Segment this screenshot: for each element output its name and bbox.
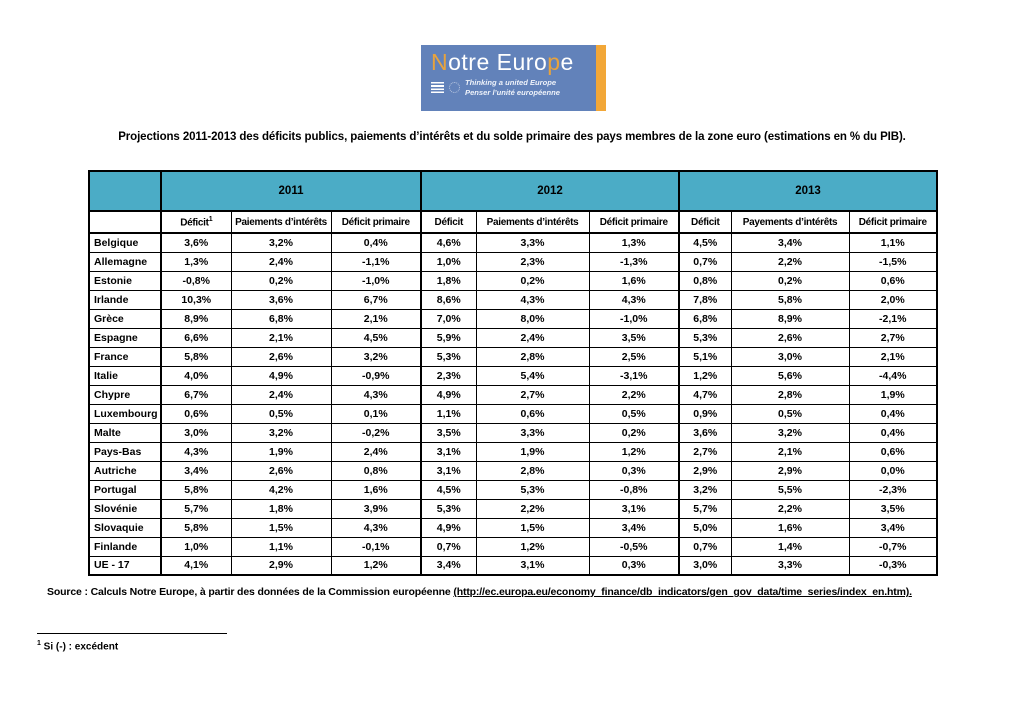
country-cell: Chypre [89,385,161,404]
value-cell: 2,5% [589,347,679,366]
value-cell: 3,2% [331,347,421,366]
value-cell: 3,0% [679,556,731,575]
value-cell: 3,6% [679,423,731,442]
value-cell: 1,6% [331,480,421,499]
col-header-label: Déficit [180,217,209,229]
value-cell: 6,6% [161,328,231,347]
value-cell: 2,3% [476,252,589,271]
value-cell: 5,6% [731,366,849,385]
document-title: Projections 2011-2013 des déficits publics, paiements d’intérêts et du solde primaire des pays membres de la zone euro (estimations en % du PIB). [118,131,906,143]
country-cell: Autriche [89,461,161,480]
value-cell: 4,6% [421,233,476,252]
value-cell: 4,5% [679,233,731,252]
value-cell: 4,3% [331,518,421,537]
value-cell: 3,6% [161,233,231,252]
value-cell: 3,2% [231,233,331,252]
value-cell: 5,0% [679,518,731,537]
value-cell: 5,7% [679,499,731,518]
value-cell: 0,4% [331,233,421,252]
value-cell: 6,8% [231,309,331,328]
value-cell: 8,6% [421,290,476,309]
value-cell: 3,2% [731,423,849,442]
value-cell: 2,4% [231,385,331,404]
source-text: Source : Calculs Notre Europe, à partir des données de la Commission européenne [47,586,454,598]
country-cell: Portugal [89,480,161,499]
value-cell: 1,5% [231,518,331,537]
value-cell: 2,6% [731,328,849,347]
notre-europe-logo [421,45,606,111]
country-cell: Slovaquie [89,518,161,537]
value-cell: -3,1% [589,366,679,385]
value-cell: 0,6% [161,404,231,423]
value-cell: -1,5% [849,252,937,271]
value-cell: 3,1% [589,499,679,518]
value-cell: 0,7% [679,537,731,556]
value-cell: 3,0% [161,423,231,442]
table-row [89,480,937,499]
table-row [89,290,937,309]
value-cell: 3,4% [849,518,937,537]
value-cell: 1,0% [421,252,476,271]
value-cell: 0,3% [589,556,679,575]
footnote-divider [37,633,227,634]
col-header-deficit-2013: Déficit [679,211,731,233]
value-cell: 0,5% [731,404,849,423]
table-row [89,442,937,461]
table-row [89,347,937,366]
table-row [89,252,937,271]
col-header-deficit-2011 [161,211,231,233]
table-row [89,556,937,575]
table-row [89,461,937,480]
value-cell: 1,2% [476,537,589,556]
value-cell: 5,1% [679,347,731,366]
footnote [37,640,118,652]
country-cell: UE - 17 [89,556,161,575]
value-cell: 3,4% [421,556,476,575]
value-cell: 5,3% [476,480,589,499]
value-cell: 2,9% [679,461,731,480]
logo-brand-text [431,50,592,75]
value-cell: 7,0% [421,309,476,328]
value-cell: -0,8% [589,480,679,499]
value-cell: 5,4% [476,366,589,385]
logo-tagline [465,78,560,97]
footnote-reference: 1 [208,215,213,223]
value-cell: 3,3% [476,233,589,252]
value-cell: 1,8% [231,499,331,518]
value-cell: 1,4% [731,537,849,556]
value-cell: 2,4% [331,442,421,461]
value-cell: 3,9% [331,499,421,518]
value-cell: 1,9% [231,442,331,461]
value-cell: 2,6% [231,461,331,480]
value-cell: 1,3% [589,233,679,252]
year-header-2012: 2012 [421,171,679,211]
table-body [89,233,937,575]
value-cell: -0,9% [331,366,421,385]
value-cell: 2,1% [331,309,421,328]
value-cell: 5,8% [731,290,849,309]
value-cell: -4,4% [849,366,937,385]
value-cell: 5,8% [161,518,231,537]
value-cell: 0,7% [679,252,731,271]
value-cell: 4,1% [161,556,231,575]
value-cell: 2,2% [731,499,849,518]
value-cell: 5,8% [161,347,231,366]
value-cell: 2,1% [731,442,849,461]
value-cell: 5,5% [731,480,849,499]
table-row [89,404,937,423]
value-cell: 6,7% [331,290,421,309]
col-header-interets-2013: Payements d’intérêts [731,211,849,233]
value-cell: 2,8% [476,461,589,480]
value-cell: 4,2% [231,480,331,499]
tagline-english: Thinking a united Europe [465,78,557,88]
projections-table [88,170,938,576]
value-cell: -1,3% [589,252,679,271]
value-cell: 6,7% [161,385,231,404]
col-header-deficit-2012: Déficit [421,211,476,233]
value-cell: 5,3% [421,499,476,518]
value-cell: 3,1% [421,461,476,480]
value-cell: 7,8% [679,290,731,309]
year-header-2013: 2013 [679,171,937,211]
table-row [89,423,937,442]
table-row [89,328,937,347]
col-header-primaire-2013: Déficit primaire [849,211,937,233]
value-cell: 0,3% [589,461,679,480]
country-cell: Espagne [89,328,161,347]
value-cell: 0,7% [421,537,476,556]
value-cell: 1,1% [849,233,937,252]
value-cell: 0,6% [849,271,937,290]
value-cell: -1,0% [331,271,421,290]
value-cell: 3,1% [476,556,589,575]
value-cell: 3,2% [231,423,331,442]
value-cell: 4,5% [331,328,421,347]
value-cell: 2,4% [231,252,331,271]
country-cell: France [89,347,161,366]
col-header-interets-2011: Paiements d’intérêts [231,211,331,233]
value-cell: 0,2% [731,271,849,290]
value-cell: 2,7% [476,385,589,404]
value-cell: 3,6% [231,290,331,309]
table-row [89,309,937,328]
value-cell: 2,2% [731,252,849,271]
value-cell: 1,9% [476,442,589,461]
logo-text-mid: otre Euro [448,49,548,75]
value-cell: 5,3% [421,347,476,366]
value-cell: 2,8% [731,385,849,404]
value-cell: 1,8% [421,271,476,290]
value-cell: 1,5% [476,518,589,537]
value-cell: 0,4% [849,423,937,442]
country-cell: Italie [89,366,161,385]
country-cell: Irlande [89,290,161,309]
logo-letter-e: e [560,49,574,75]
table-row [89,366,937,385]
value-cell: 3,2% [679,480,731,499]
col-header-primaire-2011: Déficit primaire [331,211,421,233]
value-cell: 3,3% [731,556,849,575]
value-cell: 3,4% [731,233,849,252]
value-cell: -0,1% [331,537,421,556]
country-cell: Pays-Bas [89,442,161,461]
value-cell: -2,3% [849,480,937,499]
value-cell: 3,0% [731,347,849,366]
value-cell: 1,1% [421,404,476,423]
value-cell: 2,7% [679,442,731,461]
country-cell: Luxembourg [89,404,161,423]
value-cell: 0,6% [849,442,937,461]
value-cell: 2,8% [476,347,589,366]
table-row [89,518,937,537]
col-header-interets-2012: Paiements d’intérêts [476,211,589,233]
country-cell: Estonie [89,271,161,290]
value-cell: 2,1% [849,347,937,366]
eu-stars-icon [449,82,460,93]
value-cell: 3,5% [589,328,679,347]
value-cell: 2,2% [589,385,679,404]
value-cell: 2,9% [231,556,331,575]
value-cell: 2,0% [849,290,937,309]
value-cell: 8,9% [161,309,231,328]
value-cell: -1,1% [331,252,421,271]
value-cell: 4,3% [589,290,679,309]
value-cell: 0,5% [589,404,679,423]
value-cell: 1,2% [589,442,679,461]
source-url-link[interactable]: (http://ec.europa.eu/economy_finance/db_indicators/gen_gov_data/time_series/index_en.htm). [453,586,912,598]
value-cell: 8,0% [476,309,589,328]
value-cell: 4,9% [421,385,476,404]
value-cell: 0,4% [849,404,937,423]
value-cell: 3,5% [849,499,937,518]
value-cell: 2,3% [421,366,476,385]
value-cell: -0,8% [161,271,231,290]
country-header-blank [89,211,161,233]
book-icon [431,82,444,93]
value-cell: 0,9% [679,404,731,423]
footnote-text: Si (-) : excédent [40,641,119,653]
value-cell: 1,6% [731,518,849,537]
logo-accent-bar [596,45,606,111]
value-cell: 2,7% [849,328,937,347]
value-cell: 5,7% [161,499,231,518]
value-cell: 0,5% [231,404,331,423]
value-cell: 0,8% [679,271,731,290]
value-cell: 1,2% [331,556,421,575]
value-cell: 1,0% [161,537,231,556]
value-cell: 0,2% [589,423,679,442]
value-cell: 2,2% [476,499,589,518]
value-cell: 6,8% [679,309,731,328]
value-cell: -0,3% [849,556,937,575]
table-row [89,499,937,518]
value-cell: 2,4% [476,328,589,347]
table-row [89,537,937,556]
table-row [89,385,937,404]
footnote-marker: 1 [37,640,41,647]
value-cell: 10,3% [161,290,231,309]
value-cell: 3,3% [476,423,589,442]
source-line [47,586,912,598]
value-cell: 2,9% [731,461,849,480]
table-row [89,271,937,290]
value-cell: 3,1% [421,442,476,461]
value-cell: 0,8% [331,461,421,480]
value-cell: 4,3% [161,442,231,461]
value-cell: 0,0% [849,461,937,480]
value-cell: 1,1% [231,537,331,556]
value-cell: 4,9% [421,518,476,537]
value-cell: 3,4% [161,461,231,480]
value-cell: 4,3% [476,290,589,309]
value-cell: -0,2% [331,423,421,442]
value-cell: 4,7% [679,385,731,404]
table-row [89,233,937,252]
value-cell: -2,1% [849,309,937,328]
col-header-primaire-2012: Déficit primaire [589,211,679,233]
value-cell: 4,3% [331,385,421,404]
value-cell: 3,5% [421,423,476,442]
tagline-french: Penser l’unité européenne [465,87,560,97]
value-cell: 0,6% [476,404,589,423]
value-cell: 5,8% [161,480,231,499]
corner-cell [89,171,161,211]
value-cell: -0,5% [589,537,679,556]
value-cell: 1,6% [589,271,679,290]
country-cell: Grèce [89,309,161,328]
value-cell: 1,2% [679,366,731,385]
value-cell: 3,4% [589,518,679,537]
country-cell: Finlande [89,537,161,556]
logo-letter-n: N [431,49,449,75]
value-cell: -1,0% [589,309,679,328]
country-cell: Belgique [89,233,161,252]
logo-letter-p: p [547,49,561,75]
value-cell: 1,3% [161,252,231,271]
value-cell: 4,9% [231,366,331,385]
value-cell: 8,9% [731,309,849,328]
value-cell: 2,6% [231,347,331,366]
value-cell: 0,1% [331,404,421,423]
country-cell: Malte [89,423,161,442]
country-cell: Slovénie [89,499,161,518]
country-cell: Allemagne [89,252,161,271]
value-cell: 5,9% [421,328,476,347]
value-cell: 2,1% [231,328,331,347]
value-cell: 5,3% [679,328,731,347]
value-cell: 4,5% [421,480,476,499]
value-cell: 0,2% [231,271,331,290]
value-cell: 0,2% [476,271,589,290]
value-cell: 1,9% [849,385,937,404]
value-cell: 4,0% [161,366,231,385]
year-header-2011: 2011 [161,171,421,211]
value-cell: -0,7% [849,537,937,556]
